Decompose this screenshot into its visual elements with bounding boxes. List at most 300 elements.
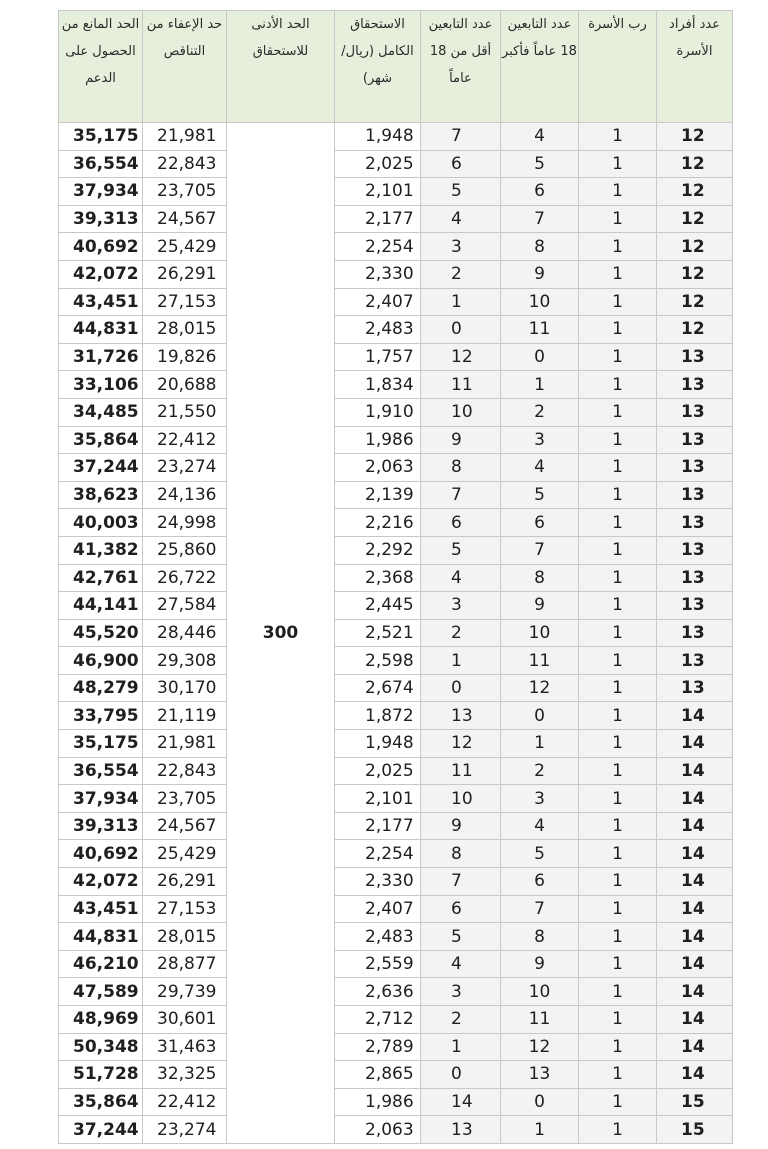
cell-household-head: 1	[579, 978, 657, 1006]
table-row	[59, 123, 733, 151]
cell-family-size: 12	[657, 233, 733, 261]
cell-dependents-18-plus: 0	[501, 1088, 579, 1116]
cell-taper-exemption-limit: 22,843	[143, 757, 227, 785]
table-row	[59, 233, 733, 261]
cell-household-head: 1	[579, 895, 657, 923]
cell-taper-exemption-limit: 23,705	[143, 178, 227, 206]
cell-support-cap: 45,520	[59, 619, 143, 647]
cell-support-cap: 35,175	[59, 123, 143, 151]
cell-dependents-18-plus: 9	[501, 950, 579, 978]
cell-dependents-under-18: 9	[421, 426, 501, 454]
cell-dependents-under-18: 1	[421, 288, 501, 316]
cell-family-size: 14	[657, 950, 733, 978]
cell-full-entitlement: 2,483	[335, 923, 421, 951]
cell-household-head: 1	[579, 205, 657, 233]
cell-dependents-under-18: 8	[421, 454, 501, 482]
table-row	[59, 674, 733, 702]
cell-dependents-18-plus: 10	[501, 978, 579, 1006]
cell-family-size: 15	[657, 1116, 733, 1144]
cell-household-head: 1	[579, 426, 657, 454]
cell-dependents-18-plus: 8	[501, 564, 579, 592]
cell-dependents-under-18: 12	[421, 343, 501, 371]
cell-household-head: 1	[579, 564, 657, 592]
cell-family-size: 13	[657, 454, 733, 482]
cell-full-entitlement: 2,407	[335, 288, 421, 316]
cell-support-cap: 39,313	[59, 205, 143, 233]
cell-taper-exemption-limit: 30,170	[143, 674, 227, 702]
cell-support-cap: 38,623	[59, 481, 143, 509]
cell-family-size: 13	[657, 398, 733, 426]
cell-dependents-under-18: 5	[421, 178, 501, 206]
cell-full-entitlement: 1,872	[335, 702, 421, 730]
cell-support-cap: 42,761	[59, 564, 143, 592]
cell-support-cap: 37,934	[59, 785, 143, 813]
cell-family-size: 13	[657, 481, 733, 509]
cell-taper-exemption-limit: 27,153	[143, 288, 227, 316]
cell-household-head: 1	[579, 536, 657, 564]
cell-family-size: 13	[657, 536, 733, 564]
cell-dependents-under-18: 2	[421, 260, 501, 288]
cell-dependents-18-plus: 5	[501, 840, 579, 868]
cell-family-size: 13	[657, 371, 733, 399]
cell-full-entitlement: 2,712	[335, 1006, 421, 1034]
cell-dependents-18-plus: 5	[501, 481, 579, 509]
cell-dependents-under-18: 1	[421, 1033, 501, 1061]
cell-household-head: 1	[579, 178, 657, 206]
cell-full-entitlement: 2,330	[335, 868, 421, 896]
cell-taper-exemption-limit: 28,446	[143, 619, 227, 647]
cell-dependents-18-plus: 10	[501, 619, 579, 647]
cell-family-size: 14	[657, 895, 733, 923]
header-taper-exemption-limit: حد الإعفاء من التناقص	[143, 11, 227, 123]
cell-support-cap: 34,485	[59, 398, 143, 426]
cell-household-head: 1	[579, 288, 657, 316]
cell-support-cap: 43,451	[59, 895, 143, 923]
table-row	[59, 454, 733, 482]
cell-family-size: 13	[657, 647, 733, 675]
cell-taper-exemption-limit: 28,015	[143, 923, 227, 951]
cell-dependents-under-18: 2	[421, 619, 501, 647]
cell-family-size: 13	[657, 343, 733, 371]
cell-support-cap: 36,554	[59, 150, 143, 178]
cell-family-size: 13	[657, 426, 733, 454]
cell-household-head: 1	[579, 123, 657, 151]
cell-dependents-18-plus: 0	[501, 343, 579, 371]
cell-family-size: 14	[657, 840, 733, 868]
cell-taper-exemption-limit: 31,463	[143, 1033, 227, 1061]
cell-taper-exemption-limit: 26,722	[143, 564, 227, 592]
cell-taper-exemption-limit: 29,308	[143, 647, 227, 675]
cell-household-head: 1	[579, 481, 657, 509]
cell-household-head: 1	[579, 1006, 657, 1034]
header-minimum-entitlement: الحد الأدنى للاستحقاق	[227, 11, 335, 123]
cell-dependents-18-plus: 7	[501, 536, 579, 564]
cell-household-head: 1	[579, 150, 657, 178]
table-row	[59, 785, 733, 813]
cell-taper-exemption-limit: 23,274	[143, 454, 227, 482]
cell-dependents-under-18: 11	[421, 371, 501, 399]
cell-support-cap: 37,244	[59, 454, 143, 482]
table-row	[59, 647, 733, 675]
cell-dependents-18-plus: 11	[501, 316, 579, 344]
table-row	[59, 730, 733, 758]
cell-support-cap: 40,003	[59, 509, 143, 537]
cell-full-entitlement: 2,254	[335, 233, 421, 261]
cell-full-entitlement: 2,292	[335, 536, 421, 564]
cell-dependents-18-plus: 1	[501, 371, 579, 399]
cell-taper-exemption-limit: 22,412	[143, 426, 227, 454]
cell-dependents-18-plus: 3	[501, 426, 579, 454]
cell-full-entitlement: 1,948	[335, 730, 421, 758]
table-row	[59, 343, 733, 371]
cell-household-head: 1	[579, 371, 657, 399]
header-full-entitlement: الاستحقاق الكامل (ريال/شهر)	[335, 11, 421, 123]
table-row	[59, 288, 733, 316]
cell-household-head: 1	[579, 702, 657, 730]
cell-full-entitlement: 2,063	[335, 454, 421, 482]
cell-household-head: 1	[579, 730, 657, 758]
cell-full-entitlement: 2,521	[335, 619, 421, 647]
table-row	[59, 1033, 733, 1061]
table-row	[59, 923, 733, 951]
cell-household-head: 1	[579, 923, 657, 951]
cell-family-size: 12	[657, 123, 733, 151]
cell-dependents-under-18: 6	[421, 509, 501, 537]
cell-taper-exemption-limit: 24,998	[143, 509, 227, 537]
cell-full-entitlement: 2,445	[335, 592, 421, 620]
cell-taper-exemption-limit: 22,843	[143, 150, 227, 178]
cell-full-entitlement: 1,834	[335, 371, 421, 399]
cell-dependents-under-18: 0	[421, 674, 501, 702]
cell-minimum-entitlement: 300	[227, 123, 335, 1144]
cell-dependents-18-plus: 7	[501, 205, 579, 233]
cell-taper-exemption-limit: 30,601	[143, 1006, 227, 1034]
cell-full-entitlement: 1,910	[335, 398, 421, 426]
cell-dependents-under-18: 13	[421, 702, 501, 730]
cell-support-cap: 41,382	[59, 536, 143, 564]
cell-full-entitlement: 2,789	[335, 1033, 421, 1061]
cell-dependents-18-plus: 6	[501, 868, 579, 896]
cell-family-size: 14	[657, 1006, 733, 1034]
cell-dependents-18-plus: 10	[501, 288, 579, 316]
cell-dependents-under-18: 4	[421, 205, 501, 233]
cell-support-cap: 51,728	[59, 1061, 143, 1089]
cell-dependents-under-18: 3	[421, 592, 501, 620]
cell-dependents-under-18: 13	[421, 1116, 501, 1144]
cell-taper-exemption-limit: 19,826	[143, 343, 227, 371]
cell-taper-exemption-limit: 20,688	[143, 371, 227, 399]
cell-dependents-18-plus: 2	[501, 757, 579, 785]
cell-full-entitlement: 2,636	[335, 978, 421, 1006]
cell-dependents-under-18: 3	[421, 978, 501, 1006]
table-row	[59, 371, 733, 399]
cell-full-entitlement: 2,063	[335, 1116, 421, 1144]
cell-dependents-18-plus: 8	[501, 233, 579, 261]
table-row	[59, 757, 733, 785]
cell-support-cap: 50,348	[59, 1033, 143, 1061]
header-row	[59, 11, 733, 123]
cell-dependents-18-plus: 6	[501, 509, 579, 537]
cell-household-head: 1	[579, 619, 657, 647]
cell-full-entitlement: 2,025	[335, 150, 421, 178]
table-row	[59, 950, 733, 978]
cell-household-head: 1	[579, 868, 657, 896]
cell-household-head: 1	[579, 950, 657, 978]
cell-family-size: 14	[657, 730, 733, 758]
table-row	[59, 895, 733, 923]
cell-dependents-under-18: 5	[421, 923, 501, 951]
cell-dependents-18-plus: 11	[501, 647, 579, 675]
cell-family-size: 12	[657, 150, 733, 178]
cell-dependents-18-plus: 12	[501, 1033, 579, 1061]
cell-family-size: 14	[657, 868, 733, 896]
table-row	[59, 150, 733, 178]
cell-full-entitlement: 2,254	[335, 840, 421, 868]
cell-family-size: 14	[657, 785, 733, 813]
cell-taper-exemption-limit: 23,274	[143, 1116, 227, 1144]
cell-dependents-18-plus: 3	[501, 785, 579, 813]
cell-family-size: 13	[657, 564, 733, 592]
cell-taper-exemption-limit: 24,567	[143, 812, 227, 840]
cell-dependents-under-18: 5	[421, 536, 501, 564]
cell-full-entitlement: 2,598	[335, 647, 421, 675]
table-row	[59, 564, 733, 592]
cell-dependents-under-18: 0	[421, 316, 501, 344]
cell-dependents-under-18: 10	[421, 785, 501, 813]
cell-taper-exemption-limit: 32,325	[143, 1061, 227, 1089]
cell-support-cap: 39,313	[59, 812, 143, 840]
cell-full-entitlement: 1,948	[335, 123, 421, 151]
cell-full-entitlement: 2,177	[335, 812, 421, 840]
table-row	[59, 978, 733, 1006]
cell-household-head: 1	[579, 674, 657, 702]
cell-dependents-18-plus: 13	[501, 1061, 579, 1089]
cell-full-entitlement: 2,101	[335, 178, 421, 206]
cell-taper-exemption-limit: 22,412	[143, 1088, 227, 1116]
cell-household-head: 1	[579, 1061, 657, 1089]
cell-household-head: 1	[579, 509, 657, 537]
cell-household-head: 1	[579, 592, 657, 620]
cell-support-cap: 48,969	[59, 1006, 143, 1034]
cell-taper-exemption-limit: 26,291	[143, 868, 227, 896]
table-row	[59, 840, 733, 868]
cell-household-head: 1	[579, 260, 657, 288]
cell-family-size: 12	[657, 178, 733, 206]
cell-dependents-under-18: 1	[421, 647, 501, 675]
table-row	[59, 205, 733, 233]
header-dependents-under-18: عدد التابعين أقل من 18 عاماً	[421, 11, 501, 123]
cell-support-cap: 33,795	[59, 702, 143, 730]
table-row	[59, 1061, 733, 1089]
cell-full-entitlement: 2,483	[335, 316, 421, 344]
table-body	[59, 123, 733, 1144]
table-row	[59, 536, 733, 564]
cell-family-size: 12	[657, 260, 733, 288]
cell-support-cap: 42,072	[59, 260, 143, 288]
cell-full-entitlement: 2,674	[335, 674, 421, 702]
cell-dependents-18-plus: 8	[501, 923, 579, 951]
cell-family-size: 13	[657, 592, 733, 620]
cell-full-entitlement: 2,025	[335, 757, 421, 785]
cell-support-cap: 33,106	[59, 371, 143, 399]
table-row	[59, 509, 733, 537]
cell-support-cap: 46,900	[59, 647, 143, 675]
cell-household-head: 1	[579, 812, 657, 840]
cell-taper-exemption-limit: 21,119	[143, 702, 227, 730]
cell-taper-exemption-limit: 28,877	[143, 950, 227, 978]
cell-household-head: 1	[579, 233, 657, 261]
cell-support-cap: 37,934	[59, 178, 143, 206]
cell-full-entitlement: 2,101	[335, 785, 421, 813]
table-row	[59, 592, 733, 620]
cell-dependents-under-18: 10	[421, 398, 501, 426]
cell-taper-exemption-limit: 21,550	[143, 398, 227, 426]
cell-dependents-18-plus: 5	[501, 150, 579, 178]
cell-taper-exemption-limit: 25,429	[143, 233, 227, 261]
cell-support-cap: 43,451	[59, 288, 143, 316]
cell-support-cap: 31,726	[59, 343, 143, 371]
cell-dependents-18-plus: 4	[501, 812, 579, 840]
cell-household-head: 1	[579, 398, 657, 426]
cell-dependents-18-plus: 9	[501, 260, 579, 288]
header-household-head: رب الأسرة	[579, 11, 657, 123]
cell-household-head: 1	[579, 647, 657, 675]
cell-support-cap: 47,589	[59, 978, 143, 1006]
cell-family-size: 12	[657, 316, 733, 344]
cell-support-cap: 48,279	[59, 674, 143, 702]
cell-full-entitlement: 2,368	[335, 564, 421, 592]
cell-household-head: 1	[579, 454, 657, 482]
table-row	[59, 868, 733, 896]
cell-dependents-18-plus: 1	[501, 730, 579, 758]
cell-household-head: 1	[579, 840, 657, 868]
cell-dependents-18-plus: 4	[501, 454, 579, 482]
cell-family-size: 14	[657, 812, 733, 840]
cell-taper-exemption-limit: 23,705	[143, 785, 227, 813]
benefit-table	[58, 10, 733, 1144]
header-family-size: عدد أفراد الأسرة	[657, 11, 733, 123]
cell-taper-exemption-limit: 21,981	[143, 730, 227, 758]
table-row	[59, 1088, 733, 1116]
cell-full-entitlement: 2,139	[335, 481, 421, 509]
cell-support-cap: 44,141	[59, 592, 143, 620]
cell-full-entitlement: 1,757	[335, 343, 421, 371]
cell-family-size: 13	[657, 509, 733, 537]
cell-taper-exemption-limit: 27,153	[143, 895, 227, 923]
cell-support-cap: 44,831	[59, 316, 143, 344]
cell-household-head: 1	[579, 343, 657, 371]
cell-dependents-18-plus: 9	[501, 592, 579, 620]
cell-taper-exemption-limit: 25,860	[143, 536, 227, 564]
cell-support-cap: 44,831	[59, 923, 143, 951]
cell-dependents-18-plus: 4	[501, 123, 579, 151]
cell-support-cap: 36,554	[59, 757, 143, 785]
cell-dependents-under-18: 9	[421, 812, 501, 840]
cell-family-size: 12	[657, 205, 733, 233]
table-row	[59, 1116, 733, 1144]
table-row	[59, 316, 733, 344]
header-support-cap: الحد المانع من الحصول على الدعم	[59, 11, 143, 123]
cell-full-entitlement: 2,865	[335, 1061, 421, 1089]
cell-taper-exemption-limit: 25,429	[143, 840, 227, 868]
cell-support-cap: 40,692	[59, 233, 143, 261]
cell-support-cap: 35,864	[59, 426, 143, 454]
cell-family-size: 15	[657, 1088, 733, 1116]
cell-full-entitlement: 1,986	[335, 1088, 421, 1116]
cell-full-entitlement: 1,986	[335, 426, 421, 454]
benefit-table-sheet	[58, 10, 732, 1144]
cell-dependents-under-18: 4	[421, 950, 501, 978]
cell-family-size: 14	[657, 757, 733, 785]
cell-taper-exemption-limit: 24,567	[143, 205, 227, 233]
cell-full-entitlement: 2,216	[335, 509, 421, 537]
cell-support-cap: 40,692	[59, 840, 143, 868]
table-row	[59, 702, 733, 730]
cell-dependents-under-18: 14	[421, 1088, 501, 1116]
cell-dependents-under-18: 7	[421, 123, 501, 151]
table-row	[59, 260, 733, 288]
table-row	[59, 812, 733, 840]
cell-taper-exemption-limit: 28,015	[143, 316, 227, 344]
cell-support-cap: 35,864	[59, 1088, 143, 1116]
cell-dependents-under-18: 7	[421, 481, 501, 509]
cell-dependents-under-18: 6	[421, 895, 501, 923]
cell-dependents-under-18: 2	[421, 1006, 501, 1034]
cell-dependents-under-18: 12	[421, 730, 501, 758]
cell-dependents-18-plus: 6	[501, 178, 579, 206]
cell-support-cap: 37,244	[59, 1116, 143, 1144]
cell-taper-exemption-limit: 27,584	[143, 592, 227, 620]
cell-full-entitlement: 2,559	[335, 950, 421, 978]
cell-taper-exemption-limit: 26,291	[143, 260, 227, 288]
cell-full-entitlement: 2,330	[335, 260, 421, 288]
cell-full-entitlement: 2,177	[335, 205, 421, 233]
table-row	[59, 398, 733, 426]
cell-dependents-under-18: 3	[421, 233, 501, 261]
header-dependents-18-plus: عدد التابعين 18 عاماً فأكبر	[501, 11, 579, 123]
cell-family-size: 14	[657, 1033, 733, 1061]
cell-dependents-under-18: 4	[421, 564, 501, 592]
cell-family-size: 12	[657, 288, 733, 316]
cell-household-head: 1	[579, 757, 657, 785]
cell-taper-exemption-limit: 29,739	[143, 978, 227, 1006]
cell-family-size: 13	[657, 674, 733, 702]
cell-support-cap: 35,175	[59, 730, 143, 758]
cell-dependents-18-plus: 7	[501, 895, 579, 923]
cell-family-size: 14	[657, 978, 733, 1006]
cell-family-size: 14	[657, 1061, 733, 1089]
cell-household-head: 1	[579, 785, 657, 813]
cell-dependents-under-18: 11	[421, 757, 501, 785]
cell-family-size: 13	[657, 619, 733, 647]
cell-support-cap: 46,210	[59, 950, 143, 978]
cell-family-size: 14	[657, 702, 733, 730]
cell-taper-exemption-limit: 24,136	[143, 481, 227, 509]
cell-dependents-under-18: 8	[421, 840, 501, 868]
table-row	[59, 178, 733, 206]
cell-dependents-18-plus: 12	[501, 674, 579, 702]
cell-household-head: 1	[579, 316, 657, 344]
cell-dependents-18-plus: 2	[501, 398, 579, 426]
cell-support-cap: 42,072	[59, 868, 143, 896]
table-row	[59, 619, 733, 647]
cell-household-head: 1	[579, 1088, 657, 1116]
cell-dependents-under-18: 0	[421, 1061, 501, 1089]
cell-dependents-under-18: 7	[421, 868, 501, 896]
cell-full-entitlement: 2,407	[335, 895, 421, 923]
cell-dependents-18-plus: 1	[501, 1116, 579, 1144]
table-row	[59, 1006, 733, 1034]
